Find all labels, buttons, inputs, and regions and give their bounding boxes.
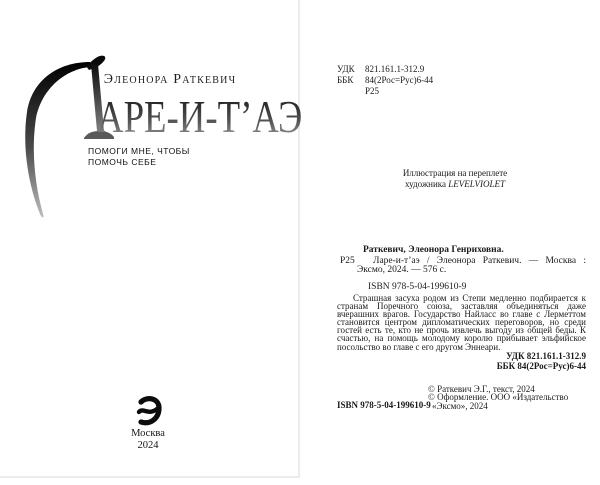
illustration-artist-name: LEVELVIOLET xyxy=(448,178,505,189)
bbk-code-footer: ББК 84(2Рос=Рус)6-44 xyxy=(496,360,586,371)
eksmo-publisher-logo-icon xyxy=(132,395,164,427)
bib-author-heading: Раткевич, Элеонора Генриховна. xyxy=(363,245,504,255)
illustration-credit-line-1: Иллюстрация на переплете xyxy=(402,168,508,178)
bbk-label: ББК xyxy=(337,74,354,85)
udk-code-footer: УДК 821.161.1-312.9 xyxy=(506,351,586,361)
copyright-author-line: © Раткевич Э.Г., текст, 2024 xyxy=(428,384,535,394)
udk-label: УДК xyxy=(337,64,355,74)
illustration-credit-prefix: художника xyxy=(405,178,449,189)
left-page-bottom-edge xyxy=(0,476,300,478)
bib-description-text: Ларе-и-т’аэ / Элеонора Раткевич. — Москва : Эксмо, 2024. — 576 с. xyxy=(357,255,586,275)
author-sign-row xyxy=(337,86,433,97)
copyright-publisher-line: «Эксмо», 2024 xyxy=(432,400,488,411)
annotation-text: Страшная засуха родом из Степи медленно подбирается к странам Поречного союза, заставляя объединяться даже вчерашних врагов. Государство Найласс во главе с Лерметтом становится центром дипломатических переговоров, но среди гостей есть те, кто не прочь извлечь выгоду из общей беды. К счастью, на помощь молодому королю прибывает эльфийское посольство во главе с его другом Эннеари. xyxy=(337,293,586,352)
illustration-credit-line-2 xyxy=(390,179,520,190)
imprint xyxy=(108,428,188,451)
isbn-footer: ISBN 978-5-04-199610-9 xyxy=(337,400,431,410)
imprint-year: 2024 xyxy=(137,439,159,451)
classification-codes xyxy=(337,64,433,96)
bbk-value: 84(2Рос=Рус)6-44 xyxy=(365,74,434,85)
bib-description xyxy=(337,257,586,276)
bib-isbn: ISBN 978-5-04-199610-9 xyxy=(368,281,467,292)
copyright-design-line: © Оформление. ООО «Издательство xyxy=(428,392,569,403)
book-subtitle xyxy=(88,146,190,167)
subtitle-line-1: ПОМОГИ МНЕ, ЧТОБЫ xyxy=(88,146,190,156)
bbk-code-row xyxy=(337,75,433,86)
udk-code-row xyxy=(337,64,433,75)
page-spine-divider xyxy=(298,0,300,478)
author-name: Элеонора Раткевич xyxy=(103,72,237,87)
illustration-credit xyxy=(390,168,520,189)
classification-codes-footer xyxy=(386,352,586,371)
book-title: АРЕ-И-Т’АЭ xyxy=(97,91,303,142)
author-sign-value: Р25 xyxy=(365,85,380,96)
author-sign-spacer xyxy=(337,86,365,97)
bib-author-sign: Р25 xyxy=(340,255,355,266)
subtitle-line-2: ПОМОЧЬ СЕБЕ xyxy=(88,156,157,167)
imprint-city: Москва xyxy=(131,428,165,439)
udk-value: 821.161.1-312.9 xyxy=(365,64,425,74)
copyright-block xyxy=(428,385,590,410)
bibliographic-entry xyxy=(337,246,586,292)
